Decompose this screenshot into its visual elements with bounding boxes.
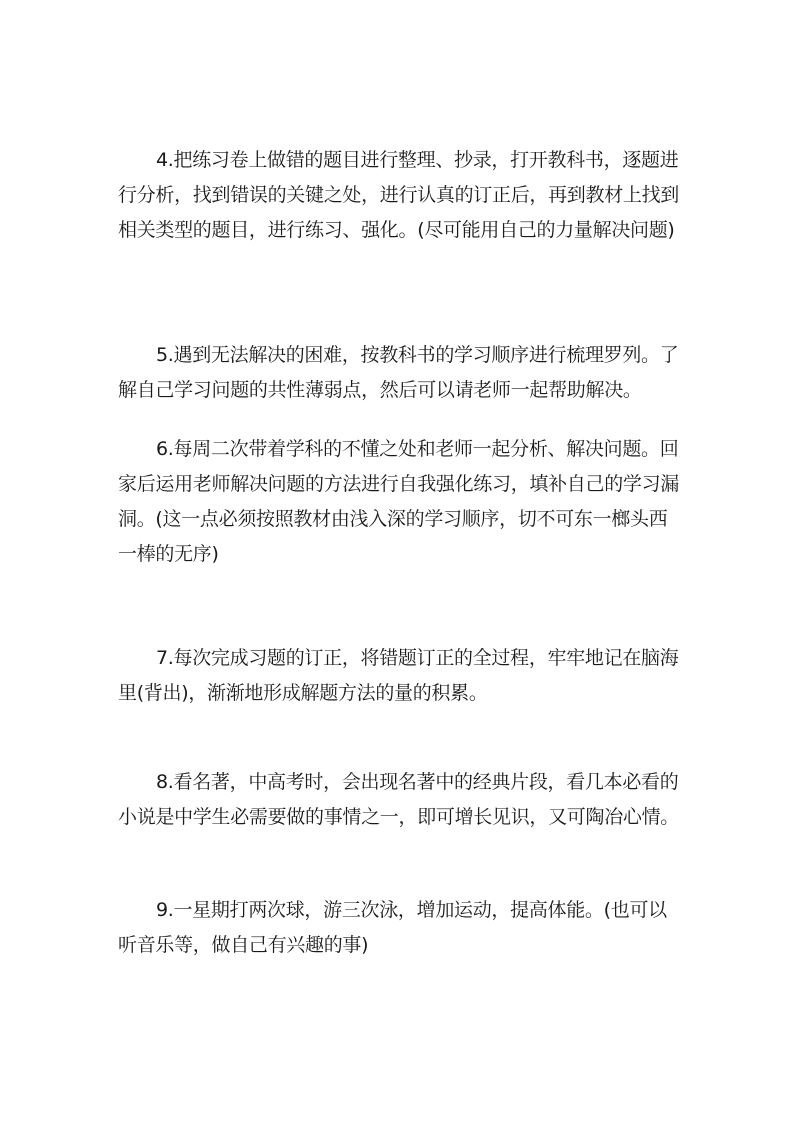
- paragraph-item-8: 8.看名著，中高考时，会出现名著中的经典片段，看几本必看的小说是中学生必需要做的事情之一，即可增长见识，又可陶冶心情。: [118, 771, 680, 828]
- paragraph-item-7: 7.每次完成习题的订正，将错题订正的全过程，牢牢地记在脑海里(背出)，渐渐地形成解题方法的量的积累。: [118, 647, 679, 704]
- paragraph-item-6: 6.每周二次带着学科的不懂之处和老师一起分析、解决问题。回家后运用老师解决问题的方法进行自我强化练习，填补自己的学习漏洞。(这一点必须按照教材由浅入深的学习顺序，切不可东一榔头西一棒的无序): [118, 438, 680, 565]
- paragraph-item-9: 9.一星期打两次球，游三次泳，增加运动，提高体能。(也可以听音乐等，做自己有兴趣的事): [118, 899, 667, 956]
- paragraph-item-4: 4.把练习卷上做错的题目进行整理、抄录，打开教科书，逐题进行分析，找到错误的关键之处，进行认真的订正后，再到教材上找到相关类型的题目，进行练习、强化。(尽可能用自己的力量解决问题): [118, 149, 680, 241]
- paragraph-item-5: 5.遇到无法解决的困难，按教科书的学习顺序进行梳理罗列。了解自己学习问题的共性薄弱点，然后可以请老师一起帮助解决。: [118, 344, 679, 401]
